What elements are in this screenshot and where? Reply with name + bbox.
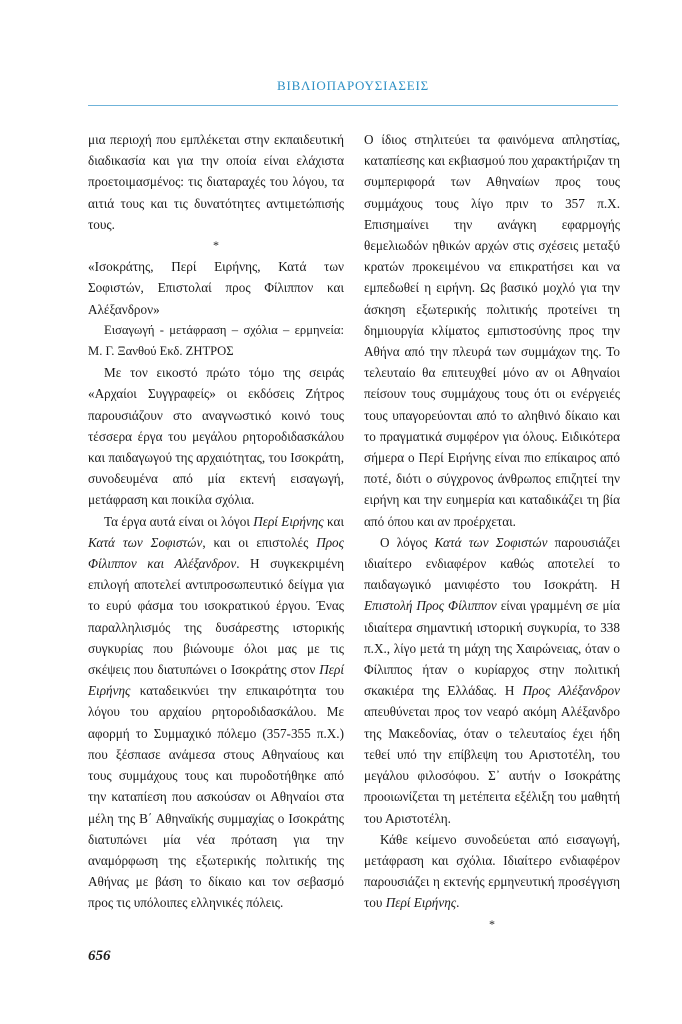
body-paragraph: Κάθε κείμενο συνοδεύεται από εισαγωγή, μετάφραση και σχόλια. Ιδιαίτερο ενδιαφέρον παρουσιάζει η εκτενής ερμηνευτική προσέγγιση του Περί Ειρήνης. bbox=[364, 831, 620, 911]
right-column bbox=[364, 129, 620, 935]
book-title: «Ισοκράτης, Περί Ειρήνης, Κατά των Σοφιστών, Επιστολαί προς Φίλιππον και Αλέξανδρον» bbox=[88, 259, 344, 317]
intro-paragraph: μια περιοχή που εμπλέκεται στην εκπαιδευτική διαδικασία και για την οποία είναι ελάχιστα προετοιμασμένος: τις διαταραχές του λόγου, τα αιτιά τους και τις δυνατότητες αντιμετώπισής τους. bbox=[88, 132, 344, 232]
section-separator: * bbox=[489, 916, 495, 931]
book-credits: Εισαγωγή - μετάφραση – σχόλια – ερμηνεία: Μ. Γ. Ξανθού Εκδ. ΖΗΤΡΟΣ bbox=[88, 322, 344, 359]
body-paragraph: Ο ίδιος στηλιτεύει τα φαινόμενα απληστίας, καταπίεσης και εκβιασμού που χαρακτήριζαν τη συμπεριφορά των Αθηναίων προς τους συμμάχους τους λίγο πριν το 357 π.Χ. Επισημαίνει την ανάγκη εφαρμογής θεμελιωδών ηθικών αρχών στις σχέσεις μεταξύ κρατών προκειμένου να επικρατήσει και να εμπεδωθεί η ειρήνη. Ως βασικό μοχλό για την άσκηση εξωτερικής πολιτικής προτείνει τη δημιουργία κλίματος εμπιστοσύνης προς την Αθήνα από την πλευρά των συμμάχων της. Το τελευταίο θα επιτευχθεί μόνο αν οι Αθηναίοι πείσουν τους συμμάχους τους ότι οι ενέργειές τους υπαγορεύονται από το αληθινό δίκαιο και το πραγματικά συμφέρον για όλους. Ειδικότερα σήμερα ο Περί Ειρήνης είναι πιο επίκαιρος από ποτέ, διότι ο σύγχρονος άνθρωπος επιζητεί την ειρήνη και την ευημερία και καταδικάζει τη βία από όπου και αν προέρχεται. bbox=[364, 132, 620, 529]
page-number: 656 bbox=[88, 948, 111, 964]
body-paragraph: Με τον εικοστό πρώτο τόμο της σειράς «Αρχαίοι Συγγραφείς» οι εκδόσεις Ζήτρος παρουσιάζουν στο αναγνωστικό κοινό τους τέσσερα έργα του μεγάλου ρητοροδιδασκάλου και παιδαγωγού της αρχαιότητας, του Ισοκράτη, συνοδευμένα από μία εκτενή εισαγωγή, μετάφραση και ποικίλα σχόλια. bbox=[88, 365, 344, 508]
section-separator: * bbox=[213, 238, 219, 253]
body-paragraph: Τα έργα αυτά είναι οι λόγοι Περί Ειρήνης και Κατά των Σοφιστών, και οι επιστολές Προς Φίλιππον και Αλέξανδρον. Η συγκεκριμένη επιλογή αποτελεί αντιπροσωπευτικό δείγμα για το ευρύ φάσμα του ισοκρατικού έργου. Ένας παραλληλισμός της δυσάρεστης ιστορικής συγκυρίας που βιώνουμε όλοι μας με τις σκέψεις που διατυπώνει ο Ισοκράτης στον Περί Ειρήνης καταδεικνύει την επικαιρότητα του λόγου του αρχαίου ρητοροδιδασκάλου. Με αφορμή το Συμμαχικό πόλεμο (357-355 π.Χ.) που ξέσπασε ανάμεσα στους Αθηναίους και τους συμμάχους τους και πυροδοτήθηκε από την καταπίεση που ασκούσαν οι Αθηναίοι στα μέλη της Β΄ Αθηναϊκής συμμαχίας ο Ισοκράτης διατυπώνει μία νέα πρόταση για την αναμόρφωση της εξωτερικής πολιτικής της Αθήνας με βάση το δίκαιο και τον σεβασμό προς τις υπόλοιπες ελληνικές πόλεις. bbox=[88, 513, 344, 911]
header-rule bbox=[88, 105, 618, 106]
left-column bbox=[88, 129, 344, 914]
running-header: ΒΙΒΛΙΟΠΑΡΟΥΣΙΑΣΕΙΣ bbox=[276, 78, 430, 93]
body-paragraph: Ο λόγος Κατά των Σοφιστών παρουσιάζει ιδιαίτερο ενδιαφέρον καθώς αποτελεί το παιδαγωγικό μανιφέστο του Ισοκράτη. Η Επιστολή Προς Φίλιππον είναι γραμμένη σε μία ιδιαίτερα σημαντική ιστορική συγκυρία, το 338 π.Χ., λίγο μετά τη μάχη της Χαιρώνειας, όταν ο Φίλιππος ήταν ο κυρίαρχος στην πολιτική σκακιέρα της Ελλάδας. Η Προς Αλέξανδρον απευθύνεται προς τον νεαρό ακόμη Αλέξανδρο της Μακεδονίας, όταν ο τελευταίος έχει ήδη τεθεί υπό την επίβλεψη του Αριστοτέλη, του μεγάλου φιλοσόφου. Σ᾽ αυτήν ο Ισοκράτης προοιωνίζεται τη μετέπειτα εξέλιξη του μαθητή του Αριστοτέλη. bbox=[364, 534, 621, 826]
